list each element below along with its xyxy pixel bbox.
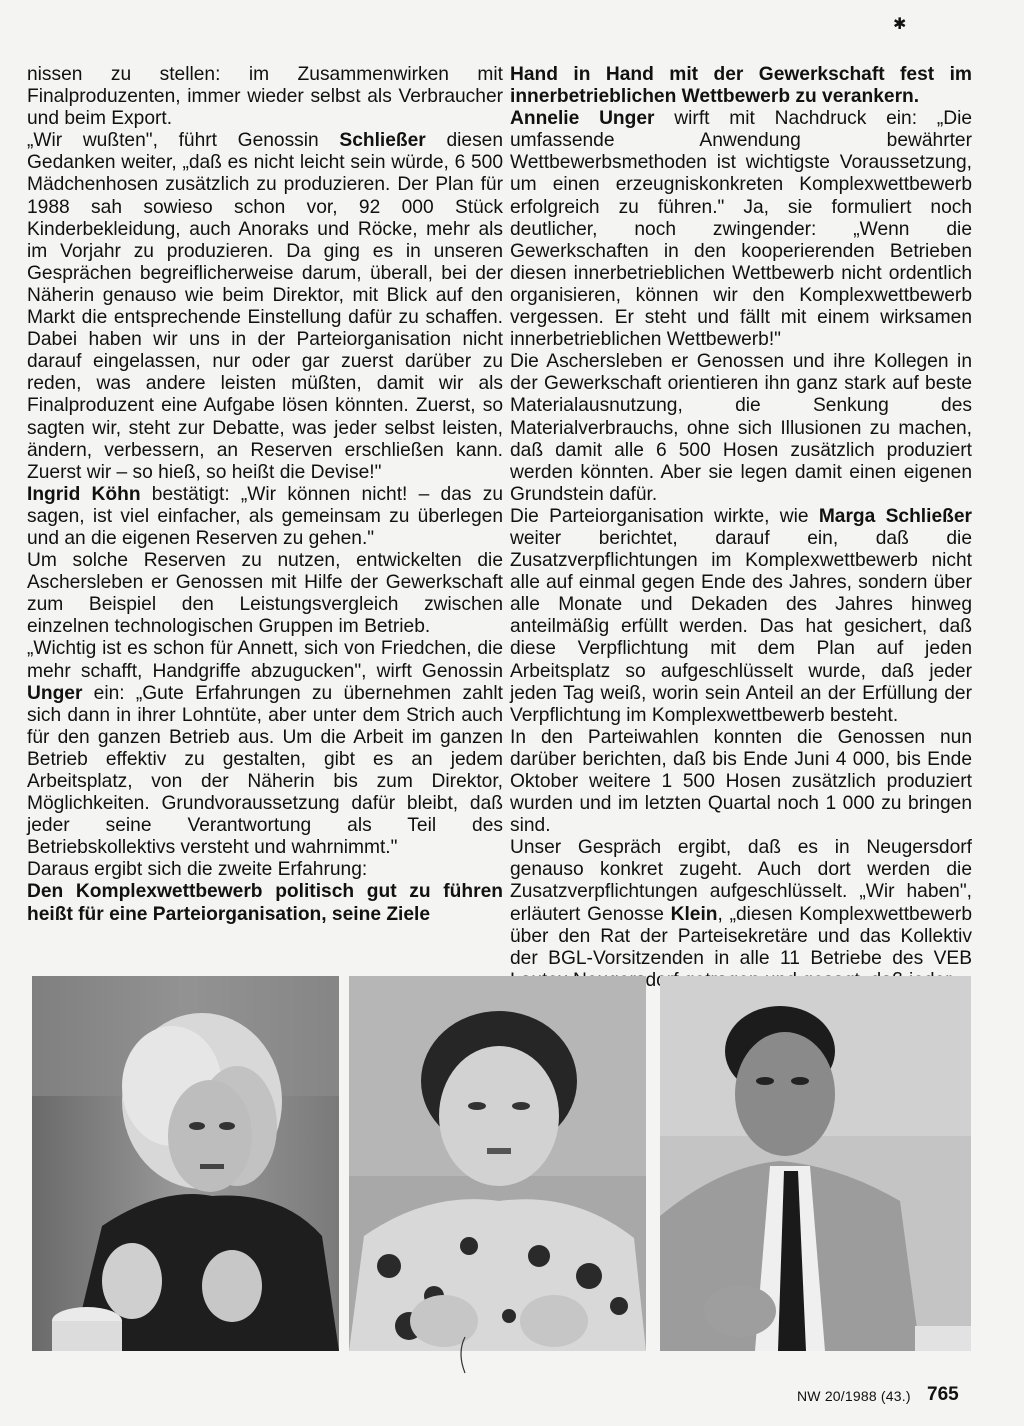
text-segment: bestätigt: „Wir können nicht! – das zu sagen, ist viel einfacher, als gemeinsam zu überlegen und an die eigenen Reserven zu gehen." bbox=[27, 483, 503, 549]
paragraph bbox=[27, 550, 503, 638]
corner-mark: ✱ bbox=[893, 16, 907, 33]
bold-name: Ingrid Köhn bbox=[27, 483, 141, 505]
text-segment: Hand in Hand mit der Gewerkschaft fest im innerbetrieblichen Wettbewerb zu verankern. bbox=[510, 64, 972, 108]
text-segment: , „diesen Komplexwettbewerb über den Rat der Parteisekretäre und das Kollektiv der BGL-Vorsitzenden in alle 11 Betriebe des VEB bbox=[510, 903, 972, 969]
bold-name: Unger bbox=[27, 682, 83, 704]
text-segment: „Wichtig ist es schon für Annett, sich von Friedchen, die mehr schafft, Handgriffe abzugucken", wirft Genossin bbox=[27, 638, 503, 682]
left-text-column bbox=[27, 64, 503, 926]
stray-mark bbox=[455, 1335, 469, 1380]
paragraph bbox=[510, 108, 972, 351]
text-segment: nissen zu stellen: im Zusammenwirken mit Finalproduzenten, immer wieder selbst als Verbraucher und beim Export. bbox=[27, 64, 503, 130]
text-segment: Unser Gespräch ergibt, daß es in Neugersdorf genauso konkret zugeht. Auch dort werden die Zusatzverpflichtungen aufgeschlüsselt. „Wir haben", erläutert Genosse bbox=[510, 837, 972, 925]
bold-name: Annelie Unger bbox=[510, 108, 655, 130]
photo-woman-floral-blouse bbox=[349, 976, 646, 1351]
text-segment: „Wir wußten", führt Genossin bbox=[27, 130, 340, 152]
paragraph bbox=[510, 727, 972, 837]
paragraph bbox=[27, 484, 503, 550]
issue-reference: NW 20/1988 (43.) bbox=[797, 1388, 911, 1404]
text-segment: Den Komplexwettbewerb politisch gut zu führen heißt für eine Parteiorganisation, seine Ziele bbox=[27, 881, 503, 925]
paragraph bbox=[27, 64, 503, 130]
text-segment: weiter berichtet, darauf ein, daß die Zusatzverpflichtungen im Komplexwettbewerb nicht alle auf einmal gegen Ende des Jahres, sondern über alle Monate und Dekaden des Jahres hinweg anteilmäßig erfüllt werden. Das hat gesichert, daß diese Verpflichtung mit dem Plan auf jeden Arbeitsplatz so aufgeschlüsselt wurde, daß jeder jeden Tag weiß, worin sein Anteil an der Erfüllung der Verpflichtung im Komplexwettbewerb besteht. bbox=[510, 527, 972, 726]
page-number: 765 bbox=[927, 1384, 959, 1405]
bold-name: Klein bbox=[670, 903, 718, 925]
paragraph bbox=[510, 506, 972, 727]
text-segment: ein: „Gute Erfahrungen zu übernehmen zahlt sich dann in ihrer Lohntüte, aber unter dem Strich auch für den ganzen Betrieb aus. Um die Arbeit im ganzen Betrieb effektiv zu gestalten, gibt es an jedem Arbeitsplatz, von der Näherin bis zum Direktor, Möglichkeiten. Grundvoraussetzung dafür bleibt, daß jeder seine Verantwortung als Teil des Betriebskollektivs versteht und wahrnimmt." bbox=[27, 682, 503, 859]
bold-name: Schließer bbox=[339, 130, 426, 152]
paragraph bbox=[27, 130, 503, 484]
photo-woman-gesturing bbox=[32, 976, 339, 1351]
right-text-column bbox=[510, 64, 972, 992]
photo-man-in-suit bbox=[660, 976, 971, 1351]
bold-name: Marga Schließer bbox=[818, 505, 972, 527]
text-segment: In den Parteiwahlen konnten die Genossen nun darüber berichten, daß bis Ende Juni 4 000, bis Ende Oktober weitere 1 500 Hosen zusätzlich produziert wurden und im letzten Quartal noch 1 000 zu bringen sind. bbox=[510, 726, 972, 837]
text-segment: diesen Gedanken weiter, „daß es nicht leicht sein würde, 6 500 Mädchenhosen zusätzlich zu produzieren. Der Plan für 1988 sah sowieso schon vor, 92 000 Stück Kinderbekleidung, auch Anoraks und Röcke, mehr als im Vorjahr zu produzieren. Da ging es in unseren Gesprächen begreiflicherweise darum, überall, bei der Näherin genauso wie beim Direktor, mit Blick auf den Markt die entsprechende Einstellung dafür zu schaffen. Dabei haben wir uns in der Parteiorganisation nicht darauf eingelassen, nur oder gar zuerst darüber zu reden, was andere leisten müßten, damit wir als Finalproduzent eine Aufgabe lösen könnten. Zuerst, so sagten wir, steht zur Debatte, was jeder selbst leisten, ändern, verbessern, an Reserven erschließen kann. Zuerst wir – so hieß, so heißt die Devise!" bbox=[27, 130, 504, 483]
text-segment: Daraus ergibt sich die zweite Erfahrung: bbox=[27, 859, 368, 881]
text-segment: Die Parteiorganisation wirkte, wie bbox=[510, 505, 819, 527]
text-segment: wirft mit Nachdruck ein: „Die umfassende Anwendung bewährter Wettbewerbsmethoden ist wichtigste Voraussetzung, um einen erzeugniskonkreten Komplexwettbewerb erfolgreich zu führen." Ja, sie formuliert noch deutlicher, noch zwingender: „Wenn die Gewerkschaften in den kooperierenden Betrieben diesen innerbetrieblichen Wettbewerb nicht ordentlich organisieren, können wir den Komplexwettbewerb vergessen. Er steht und fällt mit einem wirksamen innerbetrieblichen Wettbewerb!" bbox=[510, 108, 973, 351]
paragraph bbox=[27, 638, 503, 859]
paragraph bbox=[510, 351, 972, 506]
paragraph bbox=[27, 859, 503, 881]
paragraph bbox=[27, 881, 503, 925]
text-segment: Die Aschersleben er Genossen und ihre Kollegen in der Gewerkschaft orientieren ihn ganz stark auf beste Materialausnutzung, die Senkung des Materialverbrauchs, ohne sich Illusionen zu machen, daß damit alle 6 500 Hosen zusätzlich produziert werden könnten. Aber sie legen damit einen eigenen Grundstein dafür. bbox=[510, 351, 972, 505]
text-segment: Um solche Reserven zu nutzen, entwickelten die Aschersleben er Genossen mit Hilfe der Gewerkschaft zum Beispiel den Leistungsvergleich zwischen einzelnen technologischen Gruppen im Betrieb. bbox=[27, 550, 503, 638]
paragraph bbox=[510, 837, 972, 992]
paragraph bbox=[510, 64, 972, 108]
